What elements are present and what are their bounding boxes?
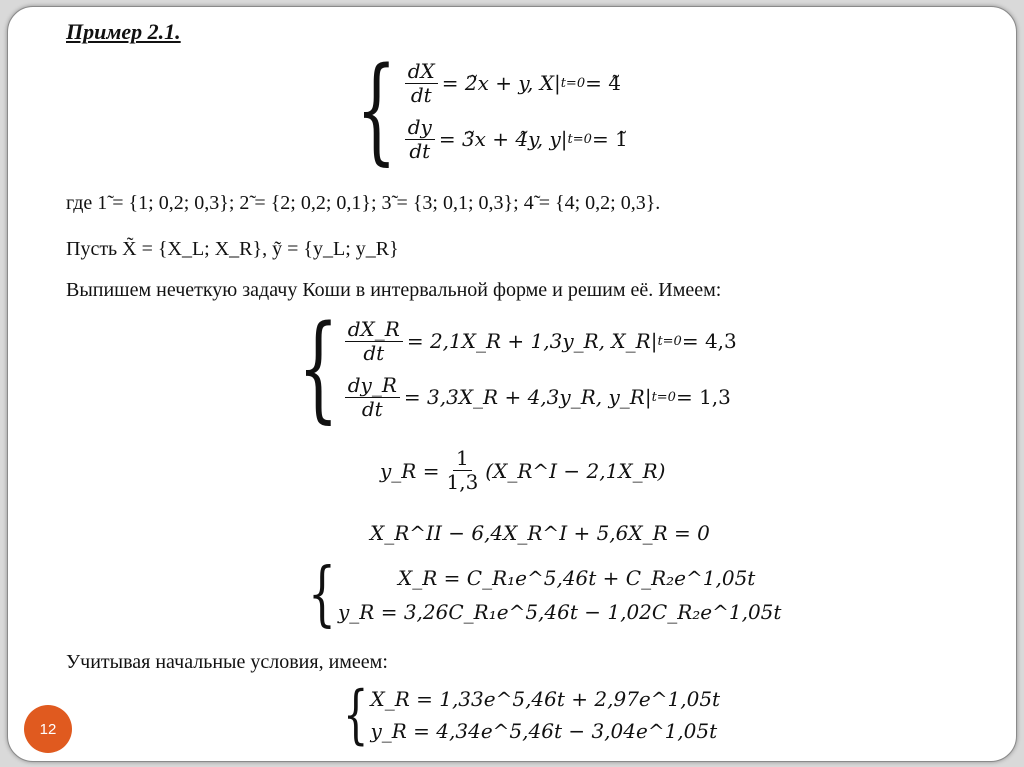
final-solution-system xyxy=(343,678,721,752)
ode-system-1 xyxy=(356,44,628,178)
slide-number-badge: 12 xyxy=(24,705,72,753)
system-row: X_R = C_R₁e^5,46t + C_R₂e^1,05t xyxy=(398,566,756,590)
system-row: y_R = 3,26C_R₁e^5,46t − 1,02C_R₂e^1,05t xyxy=(338,600,782,624)
system-row: $\frac{dX\_R}{dt}$ = 2,1X_R + 1,3y_R, X_R| t=0 = 4,3 xyxy=(341,313,737,369)
system-row: $\frac{dy\_R}{dt}$ = 3,3X_R + 4,3y_R, y_R| t=0 = 1,3 xyxy=(341,369,737,425)
fraction: $\frac{dy\_R}{dt}$ xyxy=(345,374,400,421)
fraction: $\frac{dX}{dt}$ xyxy=(405,60,438,107)
where-line: где 1̃ = {1; 0,2; 0,3}; 2̃ = {2; 0,2; 0,1}; 3̃ = {3; 0,1; 0,3}; 4̃ = {4; 0,2; 0,3}. xyxy=(66,192,661,214)
left-brace: { xyxy=(343,678,369,752)
system-row: X_R = 1,33e^5,46t + 2,97e^1,05t xyxy=(370,687,721,711)
characteristic-equation: X_R^II − 6,4X_R^I + 5,6X_R = 0 xyxy=(370,521,710,545)
taking-line: Учитывая начальные условия, имеем: xyxy=(66,651,388,673)
system-row: $\frac{dy}{dt}$ = 3̃x + 4̃y, y| t=0 = 1̃ xyxy=(401,111,628,167)
system-row: $\frac{dX}{dt}$ = 2̃x + y, X| t=0 = 4̃ xyxy=(401,55,628,111)
write-line: Выпишем нечеткую задачу Коши в интервальной форме и решим её. Имеем: xyxy=(66,279,722,301)
left-brace: { xyxy=(308,553,336,635)
left-brace: { xyxy=(298,302,339,436)
system-row: y_R = 4,34e^5,46t − 3,04e^1,05t xyxy=(370,719,718,743)
system-rows xyxy=(401,55,628,167)
system-rows xyxy=(370,683,720,747)
system-rows xyxy=(338,561,781,629)
fraction: $\frac{1}{1,3}$ xyxy=(446,446,479,494)
slide xyxy=(7,6,1017,762)
let-line: Пусть X̃ = {X_L; X_R}, ỹ = {y_L; y_R} xyxy=(66,238,399,260)
left-brace: { xyxy=(356,44,397,178)
fraction: $\frac{dy}{dt}$ xyxy=(405,116,435,163)
system-rows xyxy=(341,313,737,425)
solution-system xyxy=(308,553,782,635)
yr-equation: y_R = $\frac{1}{1,3}$ (X_R^I − 2,1X_R) xyxy=(380,446,666,494)
ode-system-2 xyxy=(298,302,737,436)
fraction: $\frac{dX\_R}{dt}$ xyxy=(345,318,403,365)
example-title: Пример 2.1. xyxy=(66,19,181,44)
